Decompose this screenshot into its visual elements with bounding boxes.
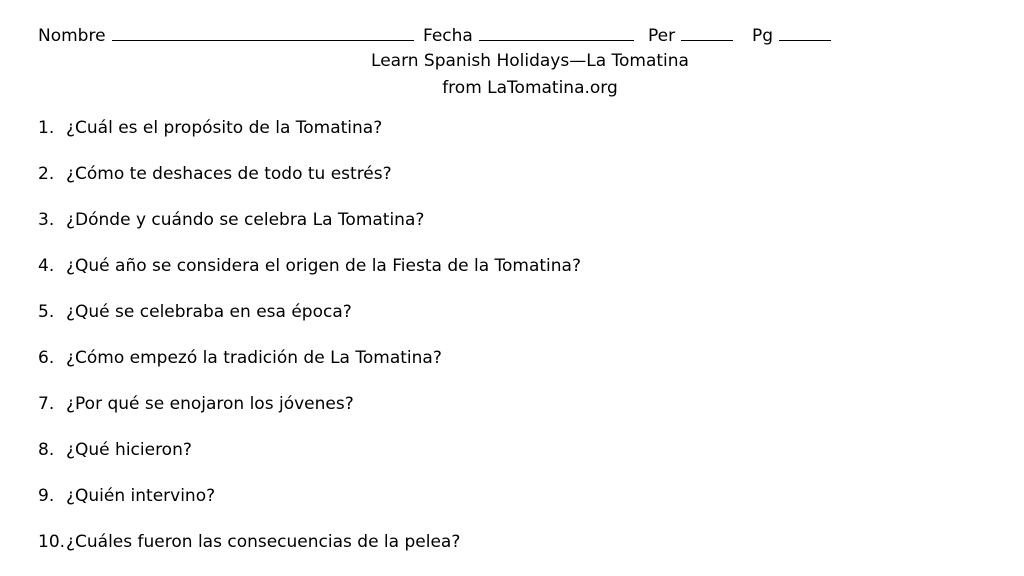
worksheet-title [0,48,1024,102]
date-field [423,22,634,49]
question-number: 1. [38,118,55,138]
page-number-field [752,22,831,49]
question-number: 9. [38,486,55,506]
title-line-2: from LaTomatina.org [442,78,618,98]
question-item [38,391,938,437]
question-number: 7. [38,394,55,414]
question-item [38,483,938,529]
name-label: Nombre [38,26,106,46]
period-field [648,22,733,49]
question-item [38,207,938,253]
question-text: ¿Cómo empezó la tradición de La Tomatina? [66,348,442,368]
question-text: ¿Qué hicieron? [66,440,192,460]
title-line-1: Learn Spanish Holidays—La Tomatina [371,51,689,71]
question-item [38,529,938,575]
question-number: 10. [38,532,66,552]
question-number: 6. [38,348,55,368]
page-number-label: Pg [752,26,774,46]
question-text: ¿Quién intervino? [66,486,216,506]
name-field [38,22,414,49]
page-number-blank-line [779,22,831,41]
date-label: Fecha [423,26,473,46]
period-blank-line [681,22,733,41]
question-item [38,115,938,161]
question-number: 5. [38,302,55,322]
question-number: 8. [38,440,55,460]
question-item [38,345,938,391]
question-item [38,299,938,345]
question-text: ¿Qué año se considera el origen de la Fiesta de la Tomatina? [66,256,581,276]
question-item [38,161,938,207]
date-blank-line [479,22,634,41]
student-info-header [38,22,998,48]
name-blank-line [112,22,414,41]
question-number: 3. [38,210,55,230]
question-text: ¿Cuál es el propósito de la Tomatina? [66,118,383,138]
question-text: ¿Cuáles fueron las consecuencias de la pelea? [66,532,461,552]
question-text: ¿Cómo te deshaces de todo tu estrés? [66,164,392,184]
question-item [38,253,938,299]
question-item [38,437,938,483]
question-text: ¿Qué se celebraba en esa época? [66,302,352,322]
question-number: 2. [38,164,55,184]
question-number: 4. [38,256,55,276]
question-text: ¿Dónde y cuándo se celebra La Tomatina? [66,210,425,230]
question-text: ¿Por qué se enojaron los jóvenes? [66,394,354,414]
period-label: Per [648,26,676,46]
question-list [38,115,938,575]
